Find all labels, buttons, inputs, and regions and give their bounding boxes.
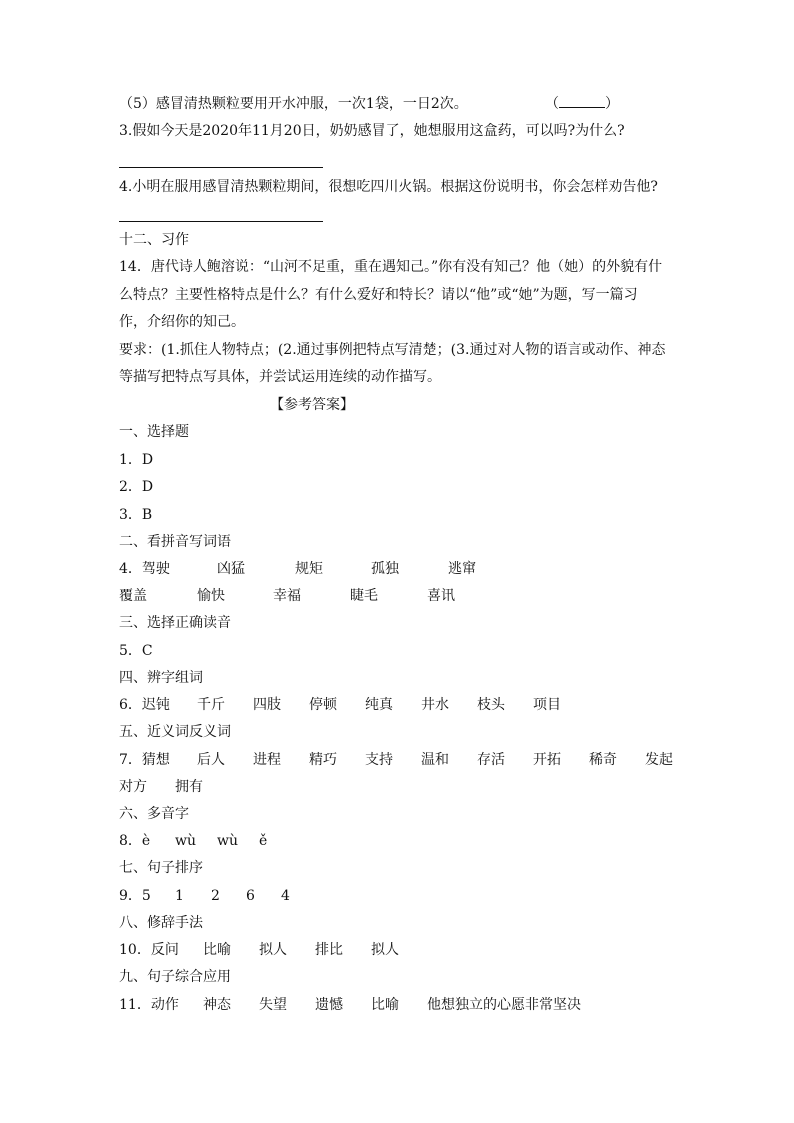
answer-word: 枝头 bbox=[477, 697, 505, 713]
answer-word: 拟人 bbox=[259, 942, 287, 958]
section-heading: 一、选择题 bbox=[119, 424, 189, 440]
answer-word: 存活 bbox=[477, 752, 505, 768]
answer-word: 遗憾 bbox=[315, 997, 343, 1013]
answer-word: 井水 bbox=[421, 697, 449, 713]
answer-word: 后人 bbox=[197, 752, 225, 768]
answer-word: 拥有 bbox=[175, 779, 203, 795]
section-heading: 五、近义词反义词 bbox=[119, 724, 231, 740]
question-5-text: （5）感冒清热颗粒要用开水冲服，一次1袋，一日2次。 bbox=[119, 96, 468, 112]
answer-word: 2 bbox=[211, 888, 220, 904]
answer-word: 4 bbox=[281, 888, 290, 904]
answer-word: 6．迟钝 bbox=[119, 697, 170, 713]
answer-word: 逃窜 bbox=[448, 561, 476, 577]
answer-word: 比喻 bbox=[371, 997, 399, 1013]
section-heading: 八、修辞手法 bbox=[119, 915, 203, 931]
answer-word: 孤独 bbox=[371, 561, 399, 577]
writing-requirement-line: 等描写把特点写具体，并尝试运用连续的动作描写。 bbox=[119, 369, 441, 385]
answer-line: 3．B bbox=[119, 507, 153, 523]
answer-word: 项目 bbox=[533, 697, 561, 713]
answer-word: wù bbox=[217, 833, 238, 849]
answer-line-3[interactable] bbox=[119, 167, 323, 168]
answer-word: ě bbox=[259, 833, 268, 849]
answer-word: 支持 bbox=[365, 752, 393, 768]
section-heading: 七、句子排序 bbox=[119, 860, 203, 876]
answer-word: 拟人 bbox=[371, 942, 399, 958]
answer-word: 6 bbox=[246, 888, 255, 904]
answer-word: 排比 bbox=[315, 942, 343, 958]
section-heading: 四、辨字组词 bbox=[119, 670, 203, 686]
answer-word: 规矩 bbox=[295, 561, 323, 577]
writing-prompt-line: 14．唐代诗人鲍溶说：“山河不足重，重在遇知己。”你有没有知己？他（她）的外貌有什 bbox=[119, 259, 663, 275]
answer-sentence: 他想独立的心愿非常坚决 bbox=[427, 997, 581, 1013]
writing-requirement-line: 要求：(1.抓住人物特点；(2.通过事例把特点写清楚；(3.通过对人物的语言或动作、神态 bbox=[119, 342, 666, 358]
writing-prompt-line: 么特点？主要性格特点是什么？有什么爱好和特长？请以“他”或“她”为题，写一篇习 bbox=[119, 287, 638, 303]
answer-word: 9．5 bbox=[119, 888, 151, 904]
answer-word: 四肢 bbox=[253, 697, 281, 713]
answer-word: 8．è bbox=[119, 833, 151, 849]
answer-word: 失望 bbox=[259, 997, 287, 1013]
answer-word: 愉快 bbox=[197, 588, 225, 604]
writing-prompt-line: 作，介绍你的知己。 bbox=[119, 314, 245, 330]
answer-word: 发起 bbox=[645, 752, 673, 768]
answer-line: 2．D bbox=[119, 479, 154, 495]
answer-blank[interactable] bbox=[559, 94, 605, 108]
answer-word: 7．猜想 bbox=[119, 752, 170, 768]
answer-word: 对方 bbox=[119, 779, 147, 795]
answer-word: 纯真 bbox=[365, 697, 393, 713]
answer-word: 睫毛 bbox=[350, 588, 378, 604]
section-heading: 二、看拼音写词语 bbox=[119, 534, 231, 550]
answer-word: 温和 bbox=[421, 752, 449, 768]
answer-word: 精巧 bbox=[309, 752, 337, 768]
answer-word: 凶猛 bbox=[217, 561, 245, 577]
answer-line-4[interactable] bbox=[119, 221, 323, 222]
answer-word: 千斤 bbox=[197, 697, 225, 713]
answer-word: 幸福 bbox=[273, 588, 301, 604]
section-heading-writing: 十二、习作 bbox=[119, 232, 189, 248]
answer-word: 覆盖 bbox=[119, 588, 147, 604]
answer-word: wù bbox=[175, 833, 196, 849]
answer-word: 喜讯 bbox=[427, 588, 455, 604]
answer-word: 停顿 bbox=[309, 697, 337, 713]
answer-word: 10．反问 bbox=[119, 942, 179, 958]
answer-line: 1．D bbox=[119, 452, 154, 468]
section-heading: 六、多音字 bbox=[119, 806, 189, 822]
answer-line: 5．C bbox=[119, 643, 153, 659]
answer-blank-paren: （ ） bbox=[545, 96, 619, 112]
section-heading: 九、句子综合应用 bbox=[119, 969, 231, 985]
question-3: 3.假如今天是2020年11月20日，奶奶感冒了，她想服用这盒药，可以吗?为什么? bbox=[119, 123, 625, 139]
answer-key-title: 【参考答案】 bbox=[270, 397, 354, 413]
answer-word: 稀奇 bbox=[589, 752, 617, 768]
answer-word: 进程 bbox=[253, 752, 281, 768]
section-heading: 三、选择正确读音 bbox=[119, 615, 231, 631]
answer-word: 比喻 bbox=[203, 942, 231, 958]
question-4: 4.小明在服用感冒清热颗粒期间，很想吃四川火锅。根据这份说明书，你会怎样劝告他? bbox=[119, 179, 658, 195]
answer-word: 神态 bbox=[203, 997, 231, 1013]
answer-word: 11．动作 bbox=[119, 997, 179, 1013]
answer-word: 1 bbox=[175, 888, 184, 904]
question-5-item bbox=[119, 94, 468, 114]
answer-word: 4．驾驶 bbox=[119, 561, 170, 577]
answer-word: 开拓 bbox=[533, 752, 561, 768]
